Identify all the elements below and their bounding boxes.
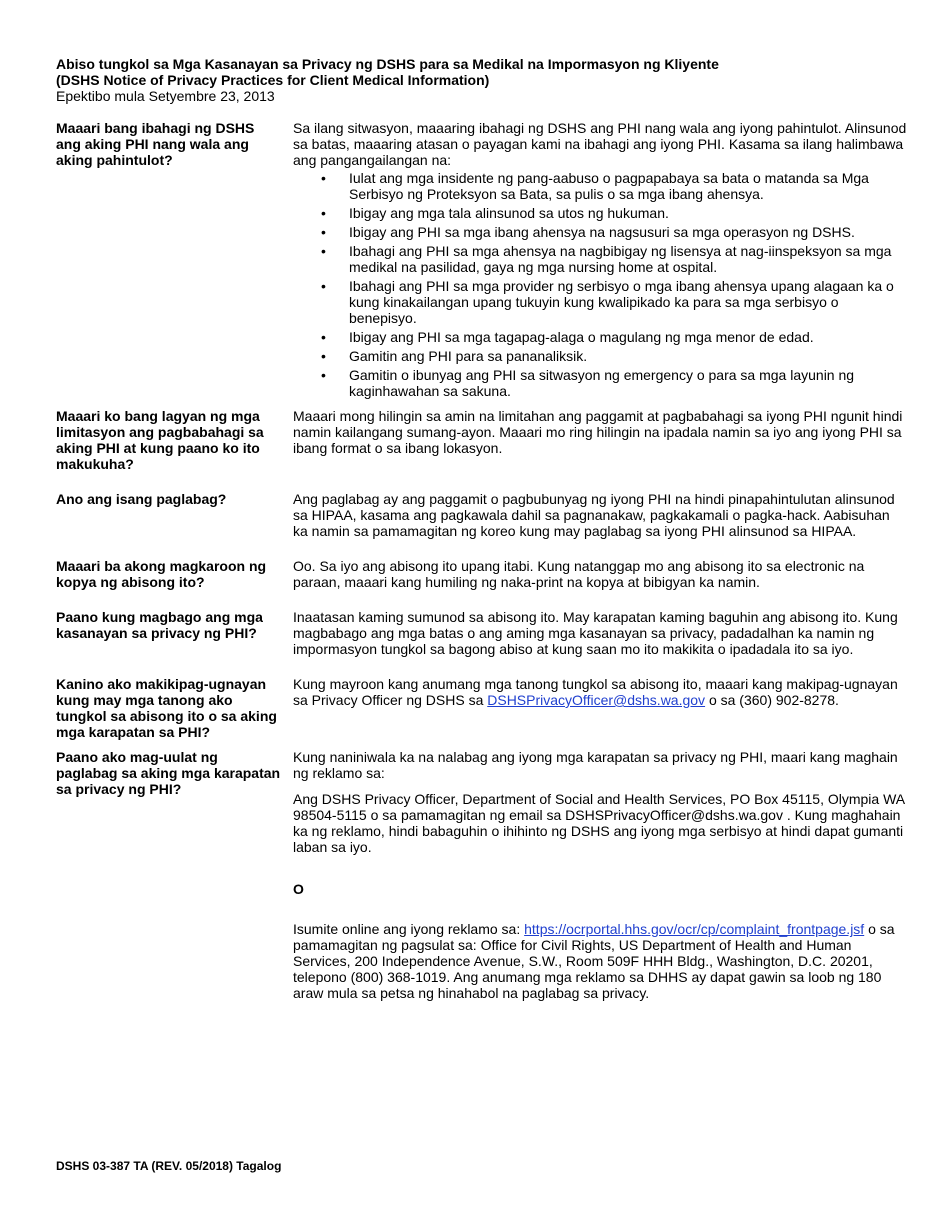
document-title-line2: (DSHS Notice of Privacy Practices for Client Medical Information) bbox=[56, 72, 490, 88]
form-footer: DSHS 03-387 TA (REV. 05/2018) Tagalog bbox=[56, 1159, 282, 1173]
privacy-officer-email-link[interactable]: DSHSPrivacyOfficer@dshs.wa.gov bbox=[487, 692, 706, 708]
document-page bbox=[56, 56, 908, 1001]
ocr-portal-link[interactable]: https://ocrportal.hhs.gov/ocr/cp/complaint_frontpage.jsf bbox=[524, 921, 865, 937]
report-intro: Kung naniniwala ka na nalabag ang iyong mga karapatan sa privacy ng PHI, maari kang maghain ng reklamo sa: bbox=[293, 749, 898, 781]
list-item: • Ibahagi ang PHI sa mga ahensya na nagbibigay ng lisensya at nag-iinspeksyon sa mga medikal na pasilidad, gaya ng mga nursing home at ospital. bbox=[321, 243, 892, 275]
list-item: • Gamitin o ibunyag ang PHI sa sitwasyon ng emergency o para sa mga layunin ng kaginhawahan sa sakuna. bbox=[321, 367, 855, 399]
section-question: Paano kung magbago ang mga kasanayan sa privacy ng PHI? bbox=[56, 609, 263, 641]
section-question: Paano ako mag-uulat ng paglabag sa aking mga karapatan sa privacy ng PHI? bbox=[56, 749, 281, 797]
section-answer: Maaari mong hilingin sa amin na limitahan ang paggamit at pagbabahagi sa iyong PHI ngunit hindi namin kailangang sumang-ayon. Maaari mo ring hilingin na ipadala namin sa iyo ang iyong PHI sa ibang format o sa ibang lokasyon. bbox=[293, 408, 903, 456]
ocr-complaint-info: Isumite online ang iyong reklamo sa: https://ocrportal.hhs.gov/ocr/cp/complaint_frontpage.jsf o sa pamamagitan ng pagsulat sa: Office for Civil Rights, US Department of Health and Human Services, 200 Independence Avenue, S.W., Room 509F HHH Bldg., Washington, D.C. 20201, telepono (800) 368-1019. Ang anumang mga reklamo sa DHHS ay dapat gawin sa loob ng 180 araw mula sa petsa ng hinahabol na paglabag sa privacy. bbox=[293, 921, 895, 1001]
section-question: Maaari ba akong magkaroon ng kopya ng abisong ito? bbox=[56, 558, 267, 590]
list-item: • Ibigay ang PHI sa mga ibang ahensya na nagsusuri sa mga operasyon ng DSHS. bbox=[321, 224, 855, 240]
list-item: • Iulat ang mga insidente ng pang-aabuso o pagpapabaya sa bata o matanda sa Mga Serbisyo ng Proteksyon sa Bata, sa pulis o sa mga ibang ahensya. bbox=[321, 170, 869, 202]
dshs-complaint-info: Ang DSHS Privacy Officer, Department of Social and Health Services, PO Box 45115, Olympia WA 98504-5115 o sa pamamagitan ng email sa DSHSPrivacyOfficer@dshs.wa.gov . Kung maghahain ka ng reklamo, hindi babaguhin o ihihinto ng DSHS ang iyong mga serbisyo at hindi dapat gumanti laban sa iyo. bbox=[293, 791, 905, 855]
section-question: Maaari bang ibahagi ng DSHS ang aking PHI nang wala ang aking pahintulot? bbox=[56, 120, 255, 168]
section-answer bbox=[293, 749, 908, 1001]
or-label: O bbox=[293, 881, 304, 897]
section-answer: Inaatasan kaming sumunod sa abisong ito. May karapatan kaming baguhin ang abisong ito. Kung magbabago ang mga batas o ang aming mga kasanayan sa privacy, padadalhan ka namin ng impormasyon tungkol sa bagong abiso at kung saan mo ito makikita o ipadadala ito sa iyo. bbox=[293, 609, 898, 657]
section-answer: Kung mayroon kang anumang mga tanong tungkol sa abisong ito, maaari kang makipag-ugnayan sa Privacy Officer ng DSHS sa DSHSPrivacyOfficer@dshs.wa.gov o sa (360) 902-8278. bbox=[293, 676, 898, 708]
document-title-line1: Abiso tungkol sa Mga Kasanayan sa Privacy ng DSHS para sa Medikal na Impormasyon ng Kliyente bbox=[56, 56, 719, 72]
section-question: Ano ang isang paglabag? bbox=[56, 491, 227, 507]
section-question: Kanino ako makikipag-ugnayan kung may mga tanong ako tungkol sa abisong ito o sa aking mga karapatan sa PHI? bbox=[56, 676, 277, 740]
section-question: Maaari ko bang lagyan ng mga limitasyon ang pagbabahagi sa aking PHI at kung paano ko ito makukuha? bbox=[56, 408, 264, 472]
list-item: • Gamitin ang PHI para sa pananaliksik. bbox=[321, 348, 588, 364]
section-answer: Ang paglabag ay ang paggamit o pagbubunyag ng iyong PHI na hindi pinapahintulutan alinsunod sa HIPAA, kasama ang pagkawala dahil sa pagnanakaw, pagkakamali o pagka-hack. Aabisuhan ka namin sa pamamagitan ng koreo kung may paglabag sa iyong PHI alinsunod sa HIPAA. bbox=[293, 491, 895, 539]
section-intro: Sa ilang sitwasyon, maaaring ibahagi ng DSHS ang PHI nang wala ang iyong pahintulot. Alinsunod sa batas, maaaring atasan o payagan kami na ibahagi ang iyong PHI. Kasama sa ilang halimbawa ang pangangailangan na: bbox=[293, 120, 907, 168]
list-item: • Ibigay ang PHI sa mga tagapag-alaga o magulang ng mga menor de edad. bbox=[321, 329, 814, 345]
effective-date: Epektibo mula Setyembre 23, 2013 bbox=[56, 88, 275, 104]
list-item: • Ibahagi ang PHI sa mga provider ng serbisyo o mga ibang ahensya upang alagaan ka o kung kinakailangan upang tukuyin kung kwalipikado ka para sa mga serbisyo o benepisyo. bbox=[321, 278, 894, 326]
list-item: • Ibigay ang mga tala alinsunod sa utos ng hukuman. bbox=[321, 205, 669, 221]
examples-list bbox=[293, 170, 908, 399]
section-answer bbox=[293, 120, 908, 402]
section-answer: Oo. Sa iyo ang abisong ito upang itabi. Kung natanggap mo ang abisong ito sa electronic na paraan, maaari kang humiling ng naka-print na kopya at bibigyan ka namin. bbox=[293, 558, 865, 590]
